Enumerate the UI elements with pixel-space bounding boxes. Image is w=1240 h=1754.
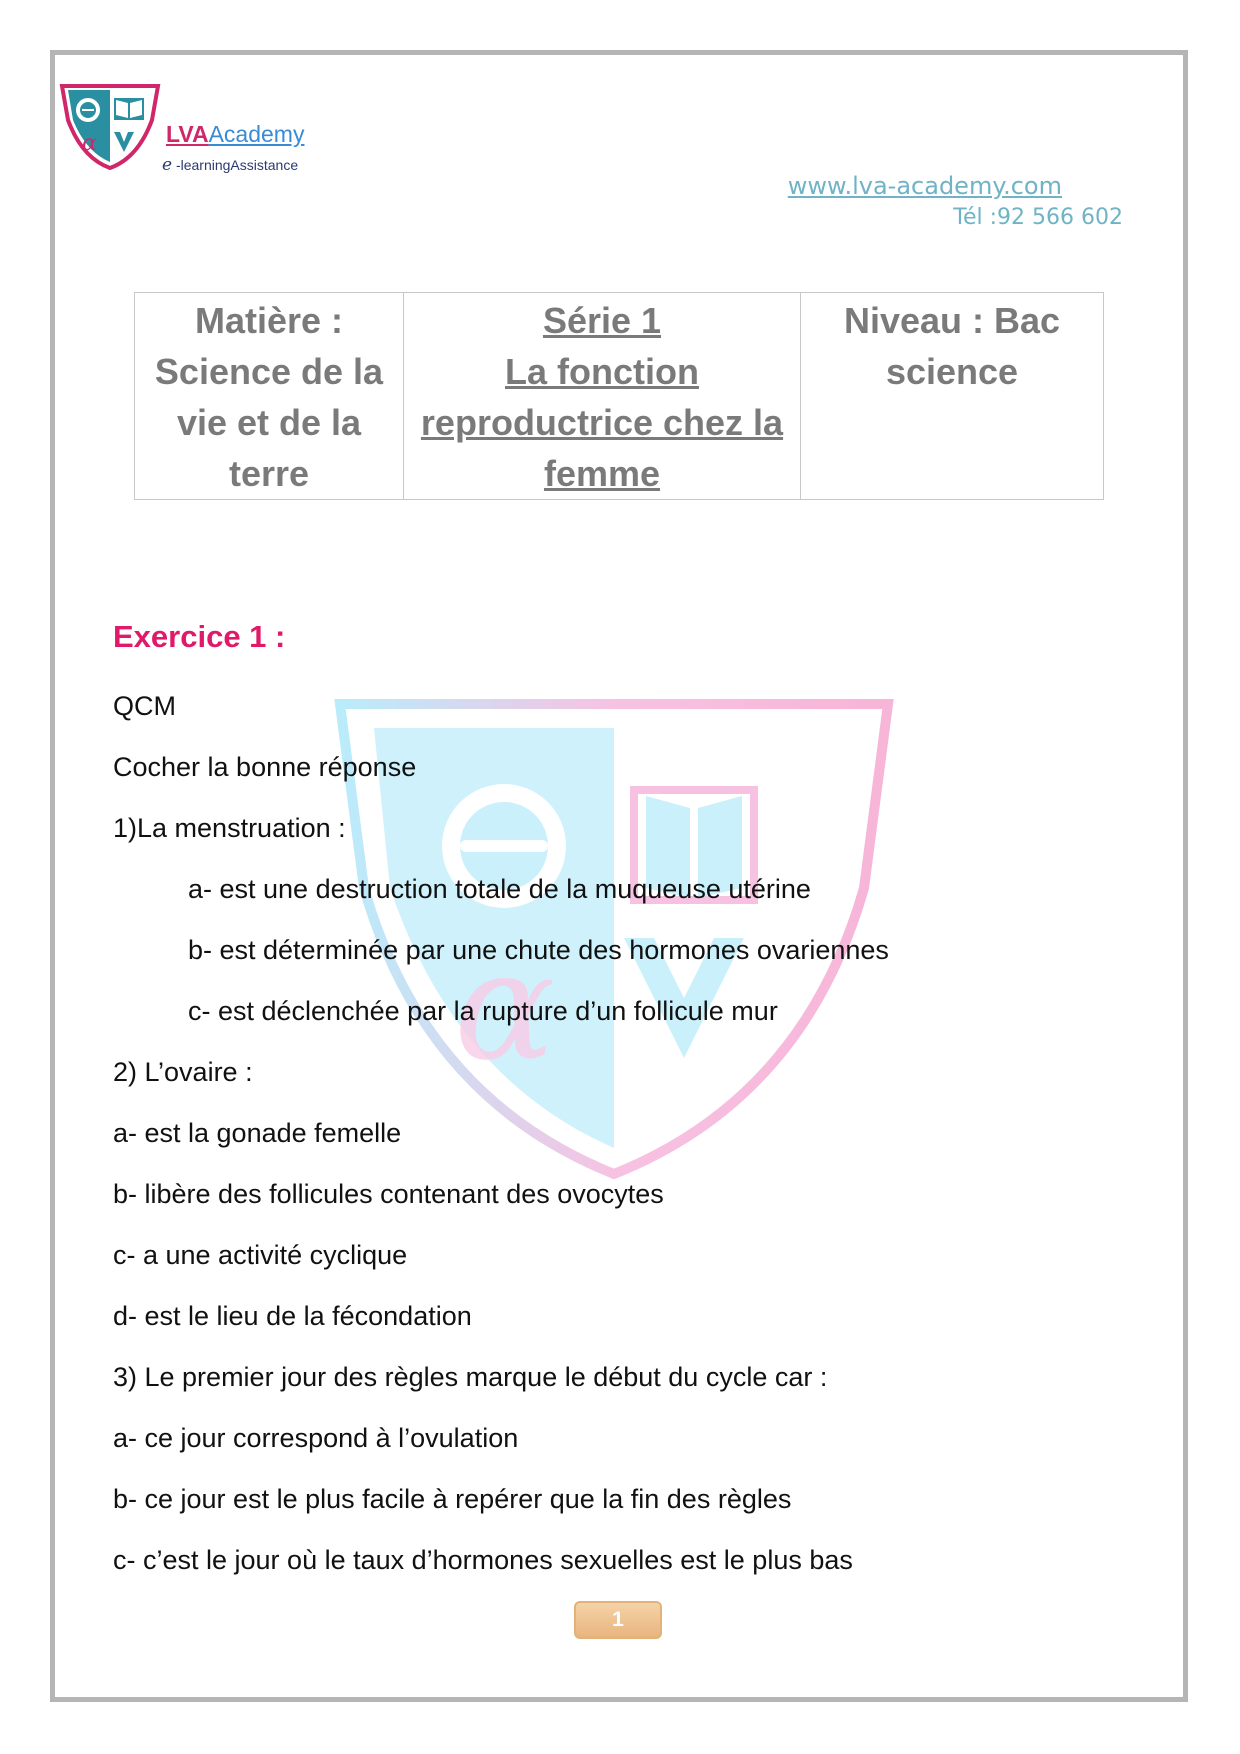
subject-line: terre: [228, 453, 310, 494]
brand-name: [166, 121, 304, 147]
answer-option: c- est déclenchée par la rupture d’un follicule mur: [188, 996, 778, 1026]
series-cell: [404, 293, 801, 500]
answer-option: b- est déterminée par une chute des hormones ovariennes: [188, 935, 889, 965]
subject-line: vie et de la: [176, 402, 362, 443]
answer-option: c- a une activité cyclique: [113, 1240, 408, 1270]
brand-academy: Academy: [208, 121, 305, 147]
answer-option: d- est le lieu de la fécondation: [113, 1301, 472, 1331]
brand-lva: LVA: [166, 121, 209, 147]
subject-cell: [135, 293, 404, 500]
page-number-badge: 1: [574, 1601, 662, 1639]
question-line: 2) L’ovaire :: [113, 1057, 253, 1087]
answer-option: a- ce jour correspond à l’ovulation: [113, 1423, 519, 1453]
question-line: Cocher la bonne réponse: [113, 752, 417, 782]
question-line: 3) Le premier jour des règles marque le début du cycle car :: [113, 1362, 828, 1392]
series-topic-line: reproductrice chez la: [420, 402, 784, 443]
lva-logo-icon: [58, 80, 162, 172]
level-line: science: [885, 351, 1019, 392]
answer-option: b- ce jour est le plus facile à repérer que la fin des règles: [113, 1484, 792, 1514]
answer-option: b- libère des follicules contenant des ovocytes: [113, 1179, 664, 1209]
phone-number: Tél :92 566 602: [953, 205, 1123, 230]
website-link[interactable]: www.lva-academy.com: [787, 172, 1062, 200]
series-title: Série 1: [542, 300, 662, 341]
brand-tagline: [162, 155, 298, 175]
header-table: [134, 292, 1104, 500]
level-cell: [801, 293, 1104, 500]
answer-option: c- c’est le jour où le taux d’hormones sexuelles est le plus bas: [113, 1545, 853, 1575]
level-line: Niveau : Bac: [843, 300, 1061, 341]
answer-option: a- est une destruction totale de la muqueuse utérine: [188, 874, 811, 904]
tagline-e: e: [162, 155, 173, 175]
series-topic-line: La fonction: [505, 351, 699, 392]
svg-text:α: α: [454, 920, 556, 1094]
answer-option: a- est la gonade femelle: [113, 1118, 402, 1148]
tagline-text: -learningAssistance: [172, 157, 299, 173]
subject-line: Matière :: [194, 300, 344, 341]
question-line: 1)La menstruation :: [113, 813, 346, 843]
question-line: QCM: [113, 691, 176, 721]
svg-text:α: α: [82, 131, 97, 156]
series-topic-line: femme: [543, 453, 661, 494]
exercise-title: Exercice 1 :: [113, 619, 286, 654]
subject-line: Science de la: [154, 351, 384, 392]
